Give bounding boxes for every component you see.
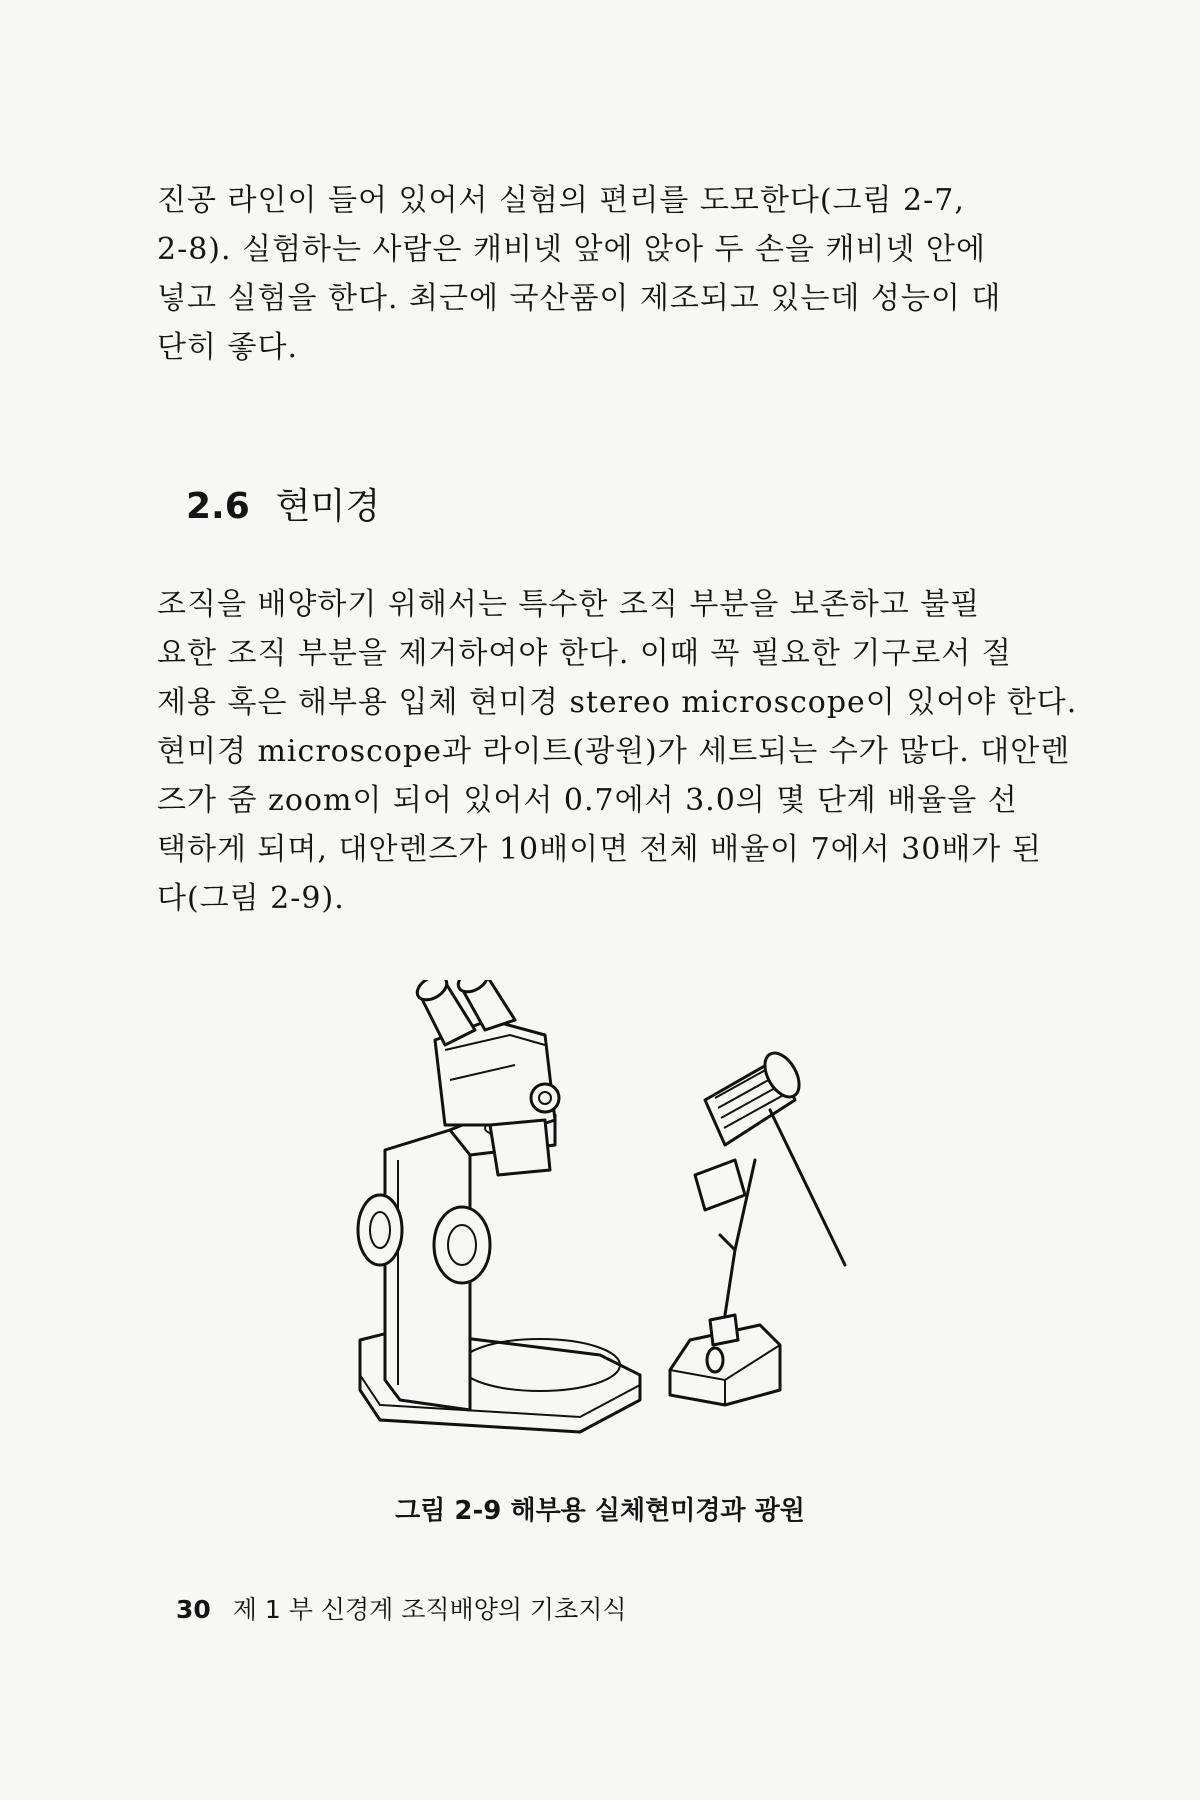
section-number: 2.6 [186, 486, 250, 527]
paragraph-line: 택하게 되며, 대안렌즈가 10배이면 전체 배율이 7에서 30배가 된 [157, 832, 1042, 867]
paragraph-line: 2-8). 실험하는 사람은 캐비넷 앞에 앉아 두 손을 캐비넷 안에 [157, 232, 986, 267]
paragraph-line: 즈가 줌 zoom이 되어 있어서 0.7에서 3.0의 몇 단계 배율을 선 [157, 783, 1018, 818]
running-title: 제 1 부 신경계 조직배양의 기초지식 [232, 1595, 627, 1624]
body-paragraph-2 [157, 580, 1078, 923]
paragraph-line: 다(그림 2-9). [157, 881, 345, 916]
page-footer [176, 1590, 627, 1626]
microscope-icon [358, 980, 640, 1432]
paragraph-line: 현미경 microscope과 라이트(광원)가 세트되는 수가 많다. 대안렌 [157, 734, 1071, 769]
light-source-icon [670, 1047, 845, 1405]
page-number: 30 [176, 1595, 211, 1624]
paragraph-line: 요한 조직 부분을 제거하여야 한다. 이때 꼭 필요한 기구로서 절 [157, 636, 1012, 671]
paragraph-line: 단히 좋다. [157, 330, 298, 365]
figure-caption: 그림 2-9 해부용 실체현미경과 광원 [395, 1496, 805, 1526]
paragraph-line: 넣고 실험을 한다. 최근에 국산품이 제조되고 있는데 성능이 대 [157, 281, 1002, 316]
paragraph-line: 조직을 배양하기 위해서는 특수한 조직 부분을 보존하고 불필 [157, 587, 981, 622]
paragraph-line: 진공 라인이 들어 있어서 실험의 편리를 도모한다(그림 2-7, [157, 183, 965, 218]
stereo-microscope-illustration [340, 980, 920, 1450]
section-title: 현미경 [275, 486, 381, 527]
section-heading [186, 478, 380, 529]
paragraph-line: 제용 혹은 해부용 입체 현미경 stereo microscope이 있어야 한다. [157, 685, 1078, 720]
body-paragraph-1 [157, 176, 1062, 372]
